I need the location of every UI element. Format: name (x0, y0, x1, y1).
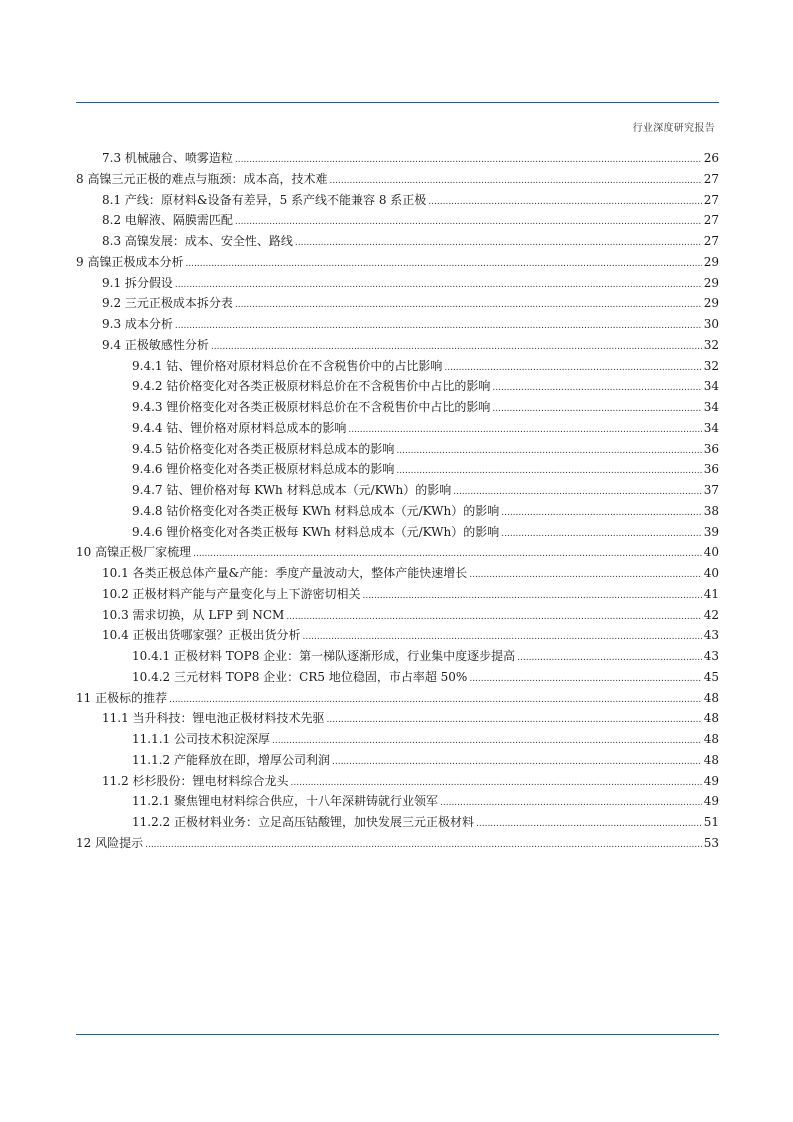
toc-entry-title[interactable]: 11.2.2 正极材料业务：立足高压钴酸锂，加快发展三元正极材料 (132, 815, 474, 829)
toc-entry-page-number[interactable]: 29 (703, 275, 719, 290)
toc-entry-title[interactable]: 9.4 正极敏感性分析 (102, 337, 209, 352)
toc-entry-title[interactable]: 7.3 机械融合、喷雾造粒 (102, 151, 233, 165)
toc-entry-page-number[interactable]: 53 (703, 835, 719, 850)
toc-dot-leader (295, 233, 702, 254)
toc-entry-title[interactable]: 8 高镍三元正极的难点与瓶颈：成本高，技术难 (76, 171, 328, 186)
toc-dot-leader (291, 773, 702, 794)
toc-entry[interactable] (76, 750, 719, 771)
toc-dot-leader (440, 793, 702, 814)
toc-entry[interactable] (76, 584, 719, 605)
footer-rule (76, 1034, 719, 1035)
toc-entry-page-number[interactable]: 48 (703, 752, 719, 767)
toc-entry-page-number[interactable]: 34 (703, 400, 719, 414)
toc-entry[interactable] (76, 501, 719, 522)
toc-entry-title[interactable]: 10.4 正极出货哪家强？正极出货分析 (102, 628, 301, 643)
toc-entry-title[interactable]: 9.4.3 锂价格变化对各类正极原材料总价在不含税售价中占比的影响 (132, 400, 491, 414)
toc-entry[interactable] (76, 646, 719, 667)
toc-dot-leader (396, 441, 702, 462)
toc-dot-leader (145, 835, 702, 856)
toc-entry[interactable] (76, 439, 719, 460)
toc-entry[interactable] (76, 356, 719, 377)
toc-entry[interactable] (76, 563, 719, 584)
toc-entry-page-number[interactable]: 48 (703, 690, 719, 705)
toc-entry-page-number[interactable]: 51 (703, 815, 719, 829)
toc-dot-leader (396, 461, 702, 482)
toc-entry-page-number[interactable]: 41 (703, 586, 719, 601)
toc-dot-leader (476, 814, 702, 835)
toc-entry[interactable] (76, 397, 719, 418)
toc-entry-title[interactable]: 9.4.7 钴、锂价格对每 KWh 材料总成本（元/KWh）的影响 (132, 483, 452, 497)
toc-entry-page-number[interactable]: 32 (703, 358, 719, 373)
toc-dot-leader (469, 669, 702, 690)
toc-dot-leader (327, 710, 702, 731)
toc-entry[interactable] (76, 190, 719, 211)
toc-entry-title[interactable]: 10.4.2 三元材料 TOP8 企业：CR5 地位稳固，市占率超 50% (132, 669, 468, 684)
toc-entry-page-number[interactable]: 32 (703, 337, 719, 352)
toc-entry[interactable] (76, 273, 719, 294)
toc-dot-leader (235, 295, 702, 316)
toc-entry-page-number[interactable]: 26 (703, 151, 719, 165)
toc-entry-page-number[interactable]: 38 (703, 503, 719, 518)
toc-entry[interactable] (76, 210, 719, 231)
toc-entry[interactable] (76, 542, 719, 563)
toc-entry[interactable] (76, 708, 719, 729)
toc-entry[interactable] (76, 688, 719, 709)
toc-entry[interactable] (76, 335, 719, 356)
toc-entry[interactable] (76, 625, 719, 646)
toc-entry-title[interactable]: 10.3 需求切换，从 LFP 到 NCM (102, 607, 285, 622)
toc-entry[interactable] (76, 667, 719, 688)
toc-dot-leader (329, 171, 702, 192)
toc-entry-page-number[interactable]: 42 (703, 607, 719, 622)
toc-entry-page-number[interactable]: 29 (703, 296, 719, 311)
toc-entry[interactable] (76, 771, 719, 792)
toc-entry-title[interactable]: 9 高镍正极成本分析 (76, 254, 184, 269)
toc-entry-page-number[interactable]: 34 (703, 420, 719, 435)
toc-entry-title[interactable]: 8.3 高镍发展：成本、安全性、路线 (102, 234, 293, 248)
toc-entry-title[interactable]: 9.4.6 锂价格变化对各类正极每 KWh 材料总成本（元/KWh）的影响 (132, 524, 500, 539)
header-rule (76, 102, 719, 103)
toc-dot-leader (175, 316, 702, 337)
toc-entry-page-number[interactable]: 48 (703, 732, 719, 746)
toc-entry-title[interactable]: 10.2 正极材料产能与产量变化与上下游密切相关 (102, 586, 361, 601)
toc-entry[interactable] (76, 522, 719, 543)
toc-dot-leader (469, 565, 702, 586)
toc-dot-leader (272, 731, 702, 752)
toc-entry-page-number[interactable]: 39 (703, 524, 719, 539)
toc-entry-page-number[interactable]: 43 (703, 649, 719, 663)
toc-entry[interactable] (76, 293, 719, 314)
toc-dot-leader (428, 192, 702, 213)
toc-dot-leader (444, 358, 702, 379)
toc-entry-title[interactable]: 11.1 当升科技：锂电池正极材料技术先驱 (102, 711, 325, 726)
toc-entry-title[interactable]: 11 正极标的推荐 (76, 690, 168, 705)
toc-entry-page-number[interactable]: 27 (703, 171, 719, 186)
toc-entry[interactable] (76, 791, 719, 812)
toc-dot-leader (303, 627, 702, 648)
toc-entry-page-number[interactable]: 34 (703, 379, 719, 394)
toc-entry-page-number[interactable]: 45 (703, 669, 719, 684)
toc-entry-title[interactable]: 8.2 电解液、隔膜需匹配 (102, 213, 233, 228)
toc-dot-leader (517, 648, 702, 669)
toc-dot-leader (348, 420, 702, 441)
toc-entry-title[interactable]: 11.1.2 产能释放在即，增厚公司利润 (132, 752, 330, 767)
toc-entry-title[interactable]: 11.1.1 公司技术积淀深厚 (132, 732, 270, 746)
toc-entry-title[interactable]: 8.1 产线：原材料&设备有差异，5 系产线不能兼容 8 系正极 (102, 192, 427, 207)
toc-dot-leader (363, 586, 702, 607)
toc-entry-title[interactable]: 11.2 杉杉股份：锂电材料综合龙头 (102, 773, 289, 788)
toc-entry[interactable] (76, 480, 719, 501)
toc-entry[interactable] (76, 833, 719, 854)
toc-entry-title[interactable]: 9.2 三元正极成本拆分表 (102, 296, 233, 311)
toc-entry-title[interactable]: 9.4.2 钴价格变化对各类正极原材料总价在不含税售价中占比的影响 (132, 379, 491, 394)
toc-entry-page-number[interactable]: 27 (703, 213, 719, 228)
toc-entry-page-number[interactable]: 43 (703, 628, 719, 643)
toc-dot-leader (169, 690, 702, 711)
toc-dot-leader (235, 150, 702, 171)
toc-entry[interactable] (76, 418, 719, 439)
toc-entry[interactable] (76, 459, 719, 480)
toc-entry[interactable] (76, 169, 719, 190)
toc-dot-leader (332, 752, 702, 773)
toc-dot-leader (501, 524, 702, 545)
toc-entry[interactable] (76, 252, 719, 273)
toc-dot-leader (453, 482, 702, 503)
toc-dot-leader (211, 337, 702, 358)
toc-entry-page-number[interactable]: 36 (703, 462, 719, 477)
toc-entry-page-number[interactable]: 40 (703, 566, 719, 580)
toc-entry[interactable] (76, 231, 719, 252)
toc-entry-page-number[interactable]: 27 (703, 234, 719, 248)
toc-entry-page-number[interactable]: 48 (703, 711, 719, 726)
report-type-label: 行业深度研究报告 (632, 123, 715, 134)
toc-entry[interactable] (76, 148, 719, 169)
toc-entry-title[interactable]: 11.2.1 聚焦锂电材料综合供应，十八年深耕铸就行业领军 (132, 794, 438, 809)
toc-dot-leader (193, 544, 702, 565)
toc-entry-title[interactable]: 10.4.1 正极材料 TOP8 企业：第一梯队逐渐形成，行业集中度逐步提高 (132, 649, 516, 663)
toc-entry-page-number[interactable]: 49 (703, 773, 719, 788)
toc-entry-page-number[interactable]: 49 (703, 794, 719, 809)
toc-dot-leader (286, 607, 702, 628)
toc-entry-title[interactable]: 9.4.5 钴价格变化对各类正极原材料总成本的影响 (132, 441, 395, 456)
toc-dot-leader (185, 254, 702, 275)
toc-entry-title[interactable]: 9.4.8 钴价格变化对各类正极每 KWh 材料总成本（元/KWh）的影响 (132, 503, 500, 518)
toc-entry-title[interactable]: 10 高镍正极厂家梳理 (76, 545, 192, 560)
toc-entry[interactable] (76, 314, 719, 335)
toc-dot-leader (175, 275, 702, 296)
toc-entry[interactable] (76, 812, 719, 833)
toc-entry-page-number[interactable]: 37 (703, 483, 719, 497)
toc-entry-page-number[interactable]: 36 (703, 441, 719, 456)
toc-entry-title[interactable]: 12 风险提示 (76, 835, 144, 850)
toc-entry-page-number[interactable]: 40 (703, 545, 719, 560)
toc-entry-page-number[interactable]: 29 (703, 254, 719, 269)
toc-entry-title[interactable]: 9.4.6 锂价格变化对各类正极原材料总成本的影响 (132, 462, 395, 477)
toc-entry-page-number[interactable]: 27 (703, 192, 719, 207)
toc-dot-leader (501, 503, 702, 524)
table-of-contents (76, 148, 719, 854)
toc-entry-title[interactable]: 9.4.4 钴、锂价格对原材料总成本的影响 (132, 420, 347, 435)
toc-dot-leader (492, 399, 702, 420)
toc-entry[interactable] (76, 729, 719, 750)
toc-entry-title[interactable]: 9.3 成本分析 (102, 317, 173, 331)
toc-entry[interactable] (76, 605, 719, 626)
toc-entry-title[interactable]: 9.1 拆分假设 (102, 275, 173, 290)
toc-entry-title[interactable]: 10.1 各类正极总体产量&产能：季度产量波动大，整体产能快速增长 (102, 566, 468, 580)
toc-dot-leader (235, 212, 702, 233)
toc-entry-page-number[interactable]: 30 (703, 317, 719, 331)
toc-entry[interactable] (76, 376, 719, 397)
toc-entry-title[interactable]: 9.4.1 钴、锂价格对原材料总价在不含税售价中的占比影响 (132, 358, 443, 373)
toc-dot-leader (492, 378, 702, 399)
